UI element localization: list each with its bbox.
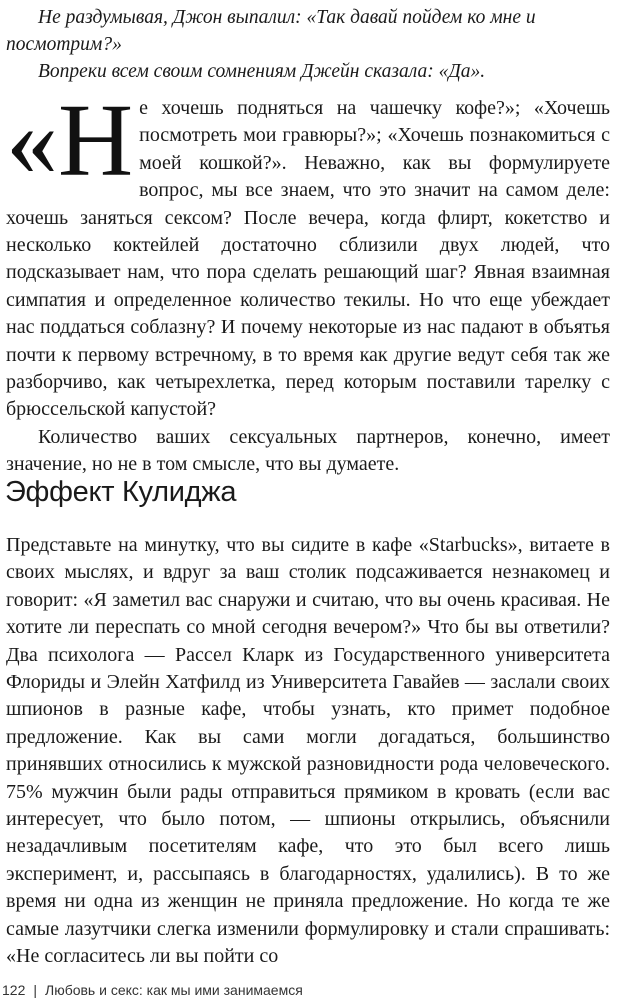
drop-cap: «Н: [6, 83, 134, 198]
section-heading: Эффект Кулиджа: [5, 476, 237, 508]
opening-paragraph-2: Количество ваших сексуальных партнеров, конечно, имеет значение, но не в том смысле, что вы думаете.: [6, 425, 610, 476]
footer-separator: |: [33, 982, 37, 998]
section-body: [6, 532, 610, 971]
opening-section: [6, 83, 610, 479]
section-paragraph: Представьте на минутку, что вы сидите в кафе «Starbucks», витаете в своих мыслях, и вдруг за ваш столик подсаживается незнакомец и говорит: «Я заметил вас снаружи и считаю, что вы очень красивая. Не хотите ли переспать со мной сегодня вечером?» Что бы вы ответили? Два психолога — Рассел Кларк из Государственного университета Флориды и Элейн Хатфилд из Университета Гавайев — заслали своих шпионов в разные кафе, чтобы узнать, кто примет подобное предложение. Как вы сами могли догадаться, большинство принявших относились к мужской разновидности рода человеческого. 75% мужчин были рады отправиться прямиком в кровать (если вас интересует, что было потом, — шпионы открылись, объяснили незадачливым посетителям кафе, что это был всего лишь эксперимент, и, рассыпаясь в благодарностях, удалились). В то же время ни одна из женщин не приняла предложение. Но когда те же самые лазутчики слегка изменили формулировку и стали спрашивать: «Не согласитесь ли вы пойти со: [6, 534, 610, 968]
opening-paragraph-text: е хочешь подняться на чашечку кофе?»; «Хочешь посмотреть мои гравюры?»; «Хочешь познакомиться с моей кошкой?». Неважно, как вы формулируете вопрос, мы все знаем, что это значит на самом деле: хочешь заняться сексом? После вечера, когда флирт, кокетство и несколько коктейлей достаточно сблизили двух людей, что подсказывает нам, что пора сделать решающий шаг? Явная взаимная симпатия и определенное количество текилы. Но что еще убеждает нас поддаться соблазну? И почему некоторые из нас падают в объятья почти к первому встречному, в то время как другие ведут себя так же разборчиво, как четырехлетка, перед которым поставили тарелку с брюссельской капустой?: [6, 97, 610, 421]
page-footer: [2, 982, 303, 998]
intro-dialogue: [6, 4, 612, 85]
intro-line-2: Вопреки всем своим сомнениям Джейн сказала: «Да».: [38, 61, 486, 82]
running-title: Любовь и секс: как мы ими занимаемся: [45, 982, 303, 998]
opening-paragraph: [6, 83, 610, 424]
intro-line-1: Не раздумывая, Джон выпалил: «Так давай пойдем ко мне и посмотрим?»: [6, 7, 536, 55]
page-number: 122: [2, 982, 26, 998]
